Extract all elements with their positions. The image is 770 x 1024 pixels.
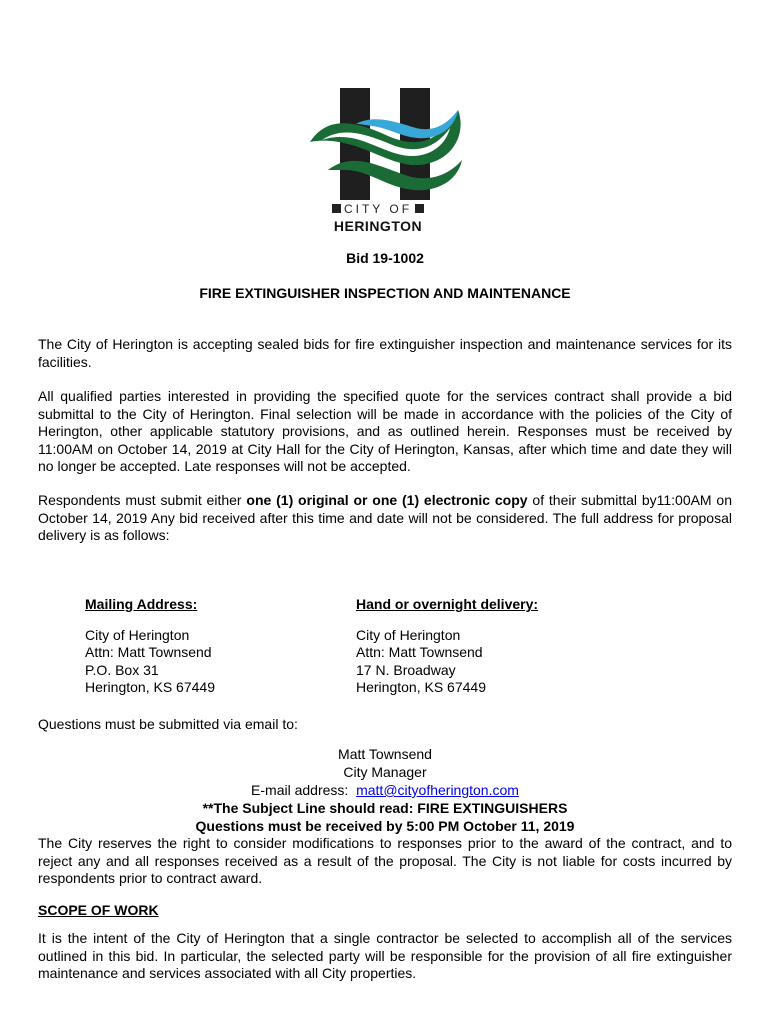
reserves-paragraph: The City reserves the right to consider modifications to responses prior to the award of the contract, and to reject any and all responses received as a result of the proposal. The City is not liable for costs incurred by respondents prior to contract award. xyxy=(38,835,732,887)
mailing-address-block xyxy=(85,596,215,697)
mailing-line: City of Herington xyxy=(85,626,190,643)
contact-name: Matt Townsend xyxy=(338,746,432,762)
questions-deadline: Questions must be received by 5:00 PM October 11, 2019 xyxy=(195,818,575,834)
hand-line: Attn: Matt Townsend xyxy=(356,644,483,661)
hand-line: 17 N. Broadway xyxy=(356,661,456,678)
respondents-text: Respondents must submit either xyxy=(38,492,247,508)
scope-heading: SCOPE OF WORK xyxy=(38,902,159,918)
email-label: E-mail address: xyxy=(251,782,357,798)
document-title: FIRE EXTINGUISHER INSPECTION AND MAINTENANCE xyxy=(199,285,571,301)
mailing-line: Herington, KS 67449 xyxy=(85,679,215,696)
respondents-bold: one (1) original or one (1) electronic copy xyxy=(246,492,528,508)
herington-h-logo-icon xyxy=(308,84,468,202)
contact-role: City Manager xyxy=(343,764,427,780)
logo-city-name: HERINGTON xyxy=(333,218,423,234)
hand-line: City of Herington xyxy=(356,626,461,643)
intro-paragraph: The City of Herington is accepting sealed bids for fire extinguisher inspection and maintenance services for its facilities. xyxy=(38,336,732,370)
contact-email-line xyxy=(0,782,770,798)
hand-line: Herington, KS 67449 xyxy=(356,679,486,696)
scope-paragraph: It is the intent of the City of Herington that a single contractor be selected to accomplish all of the services outlined in this bid. In particular, the selected party will be responsible for the provision of all fire extinguisher maintenance and services associated with all City properties. xyxy=(38,930,732,982)
hand-delivery-heading: Hand or overnight delivery: xyxy=(356,596,539,612)
mailing-address-heading: Mailing Address: xyxy=(85,596,198,612)
qualified-paragraph: All qualified parties interested in providing the specified quote for the services contract shall provide a bid submittal to the City of Herington. Final selection will be made in accordance with the policies of the City of Herington, other applicable statutory provisions, and as outlined herein. Responses must be received by 11:00AM on October 14, 2019 at City Hall for the City of Herington, Kansas, after which time and date they will no longer be accepted. Late responses will not be accepted. xyxy=(38,388,732,475)
respondents-text-end: of their submittal by11:00AM on October 14, 2019 Any bid received after this time and date will not be considered. The full address for proposal delivery is as follows: xyxy=(38,492,732,544)
city-logo xyxy=(308,84,468,234)
logo-city-of: CITY OF xyxy=(308,202,448,216)
mailing-line: P.O. Box 31 xyxy=(85,661,159,678)
subject-line-note: **The Subject Line should read: FIRE EXTINGUISHERS xyxy=(202,800,568,816)
mailing-line: Attn: Matt Townsend xyxy=(85,644,212,661)
questions-intro: Questions must be submitted via email to: xyxy=(38,716,298,732)
respondents-paragraph xyxy=(38,492,732,545)
bid-number: Bid 19-1002 xyxy=(346,250,424,266)
hand-delivery-block xyxy=(356,596,538,697)
email-link[interactable]: matt@cityofherington.com xyxy=(356,782,519,798)
